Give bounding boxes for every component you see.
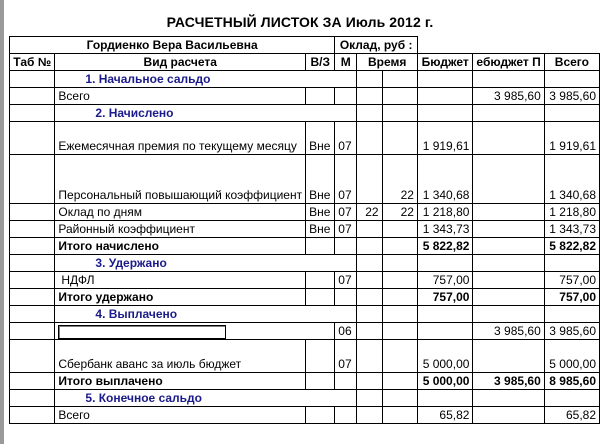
cell-vz: Вне [306, 122, 335, 155]
empty-text-field[interactable] [58, 325, 226, 339]
header-time: Время [357, 54, 418, 71]
section-row [10, 71, 600, 88]
row-label: Ежемесячная премия по текущему месяцу [55, 122, 306, 155]
header-extrabudget: ебюджет П [473, 54, 544, 71]
table-row [10, 272, 600, 289]
employee-name: Гордиенко Вера Васильевна [10, 37, 335, 54]
table-row [10, 221, 600, 238]
section-row [10, 306, 600, 323]
section-title-1: 1. Начальное сальдо [55, 71, 357, 88]
cell-m: 07 [335, 155, 357, 204]
cell-total: 1 340,68 [544, 155, 599, 204]
cell-total: 8 985,60 [544, 373, 599, 390]
cell-budget: 65,82 [417, 407, 472, 424]
header-m: М [335, 54, 357, 71]
cell-budget: 5 000,00 [417, 373, 472, 390]
cell-extrabudget: 3 985,60 [473, 373, 544, 390]
cell-m: 07 [335, 122, 357, 155]
section-title-4: 4. Выплачено [55, 306, 357, 323]
header-budget: Бюджет [417, 54, 472, 71]
row-label: Районный коэффициент [55, 221, 306, 238]
cell-time-2: 22 [382, 155, 417, 204]
table-row [10, 323, 600, 340]
section-row [10, 105, 600, 122]
employee-row [10, 37, 600, 54]
header-tab: Таб № [10, 54, 55, 71]
table-row [10, 155, 600, 204]
payslip-table [9, 36, 600, 424]
cell-budget: 1 218,80 [417, 204, 472, 221]
cell-m: 07 [335, 272, 357, 289]
cell-vz: Вне [306, 155, 335, 204]
total-row [10, 238, 600, 255]
cell-vz: Вне [306, 221, 335, 238]
window-left-border [0, 0, 4, 444]
cell-budget: 1 343,73 [417, 221, 472, 238]
row-label: Итого выплачено [55, 373, 306, 390]
table-row [10, 88, 600, 105]
row-label: Всего [55, 407, 306, 424]
cell-total: 757,00 [544, 289, 599, 306]
cell-total: 65,82 [544, 407, 599, 424]
cell-total: 3 985,60 [544, 88, 599, 105]
section-row [10, 390, 600, 407]
table-row [10, 204, 600, 221]
cell-total: 5 000,00 [544, 340, 599, 373]
row-label: Персональный повышающий коэффициент [55, 155, 306, 204]
cell-m: 07 [335, 221, 357, 238]
table-row [10, 340, 600, 373]
cell-time-2: 22 [382, 204, 417, 221]
row-label: Всего [55, 88, 306, 105]
section-title-2: 2. Начислено [55, 105, 357, 122]
cell-total: 3 985,60 [544, 323, 599, 340]
header-vz: В/З [306, 54, 335, 71]
total-row [10, 289, 600, 306]
salary-label: Оклад, руб : [335, 37, 418, 54]
row-label: Оклад по дням [55, 204, 306, 221]
row-label-box[interactable] [55, 323, 335, 340]
cell-total: 1 919,61 [544, 122, 599, 155]
cell-extrabudget: 3 985,60 [473, 323, 544, 340]
row-label: НДФЛ [55, 272, 306, 289]
row-label: Итого удержано [55, 289, 306, 306]
cell-budget: 5 000,00 [417, 340, 472, 373]
header-total: Всего [544, 54, 599, 71]
cell-time-1: 22 [357, 204, 382, 221]
table-row [10, 407, 600, 424]
row-label: Итого начислено [55, 238, 306, 255]
cell-m: 07 [335, 340, 357, 373]
payslip-title: РАСЧЕТНЫЙ ЛИСТОК ЗА Июль 2012 г. [166, 14, 434, 30]
section-title-5: 5. Конечное сальдо [55, 390, 357, 407]
cell-m: 06 [335, 323, 357, 340]
cell-extrabudget: 3 985,60 [473, 88, 544, 105]
cell-budget: 757,00 [417, 272, 472, 289]
header-row [10, 54, 600, 71]
cell-budget: 1 340,68 [417, 155, 472, 204]
salary-value [417, 37, 599, 54]
cell-vz: Вне [306, 204, 335, 221]
cell-total: 1 343,73 [544, 221, 599, 238]
cell-total: 757,00 [544, 272, 599, 289]
cell-budget: 5 822,82 [417, 238, 472, 255]
cell-m: 07 [335, 204, 357, 221]
cell-total: 1 218,80 [544, 204, 599, 221]
cell-budget: 1 919,61 [417, 122, 472, 155]
row-label: Сбербанк аванс за июль бюджет [55, 340, 306, 373]
table-row [10, 122, 600, 155]
header-type: Вид расчета [55, 54, 306, 71]
cell-total: 5 822,82 [544, 238, 599, 255]
cell-budget: 757,00 [417, 289, 472, 306]
total-row [10, 373, 600, 390]
section-title-3: 3. Удержано [55, 255, 357, 272]
section-row [10, 255, 600, 272]
